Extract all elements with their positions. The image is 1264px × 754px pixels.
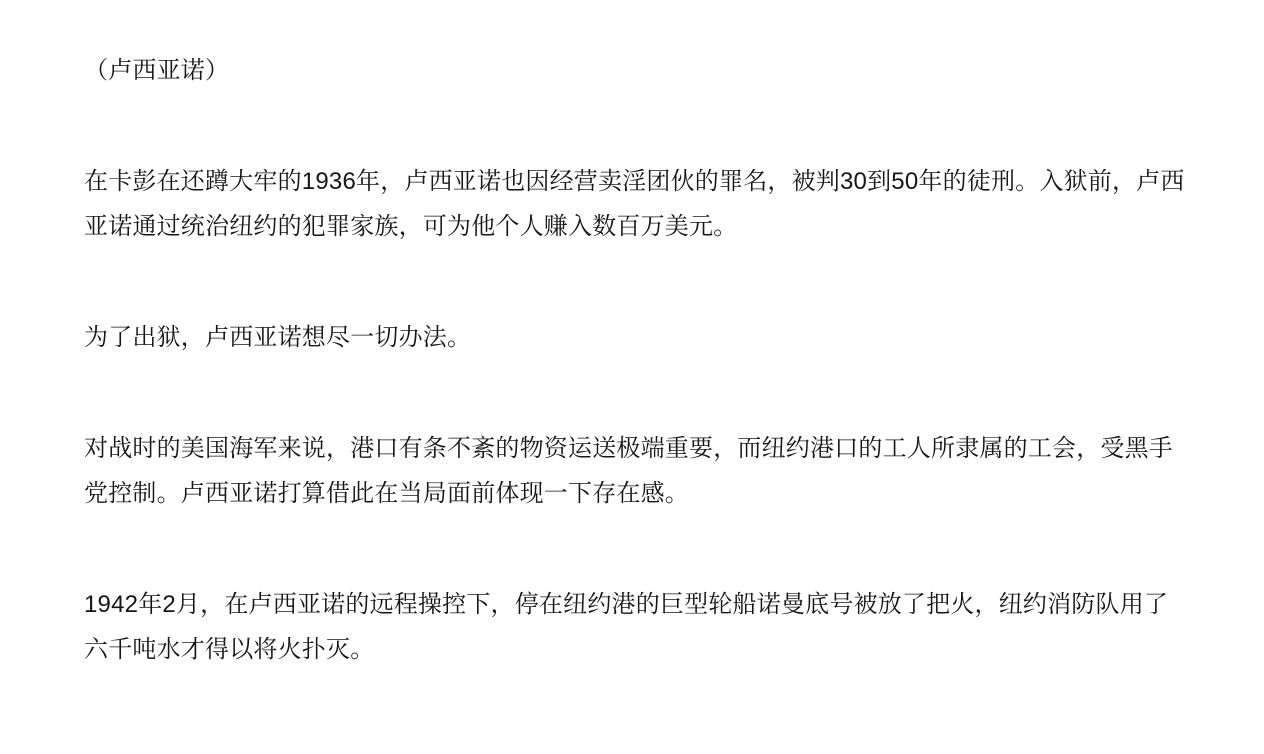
paragraph: 对战时的美国海军来说，港口有条不紊的物资运送极端重要，而纽约港口的工人所隶属的工会，受黑手党控制。卢西亚诺打算借此在当局面前体现一下存在感。	[84, 435, 1173, 507]
paragraph: 为了出狱，卢西亚诺想尽一切办法。	[84, 324, 472, 351]
paragraph: 1942年2月，在卢西亚诺的远程操控下，停在纽约港的巨型轮船诺曼底号被放了把火，纽约消防队用了六千吨水才得以将火扑灭。	[84, 591, 1169, 663]
image-caption: （卢西亚诺）	[84, 57, 230, 84]
paragraph: 在卡彭在还蹲大牢的1936年，卢西亚诺也因经营卖淫团伙的罪名，被判30到50年的徒刑。入狱前，卢西亚诺通过统治纽约的犯罪家族，可为他个人赚入数百万美元。	[84, 168, 1185, 240]
